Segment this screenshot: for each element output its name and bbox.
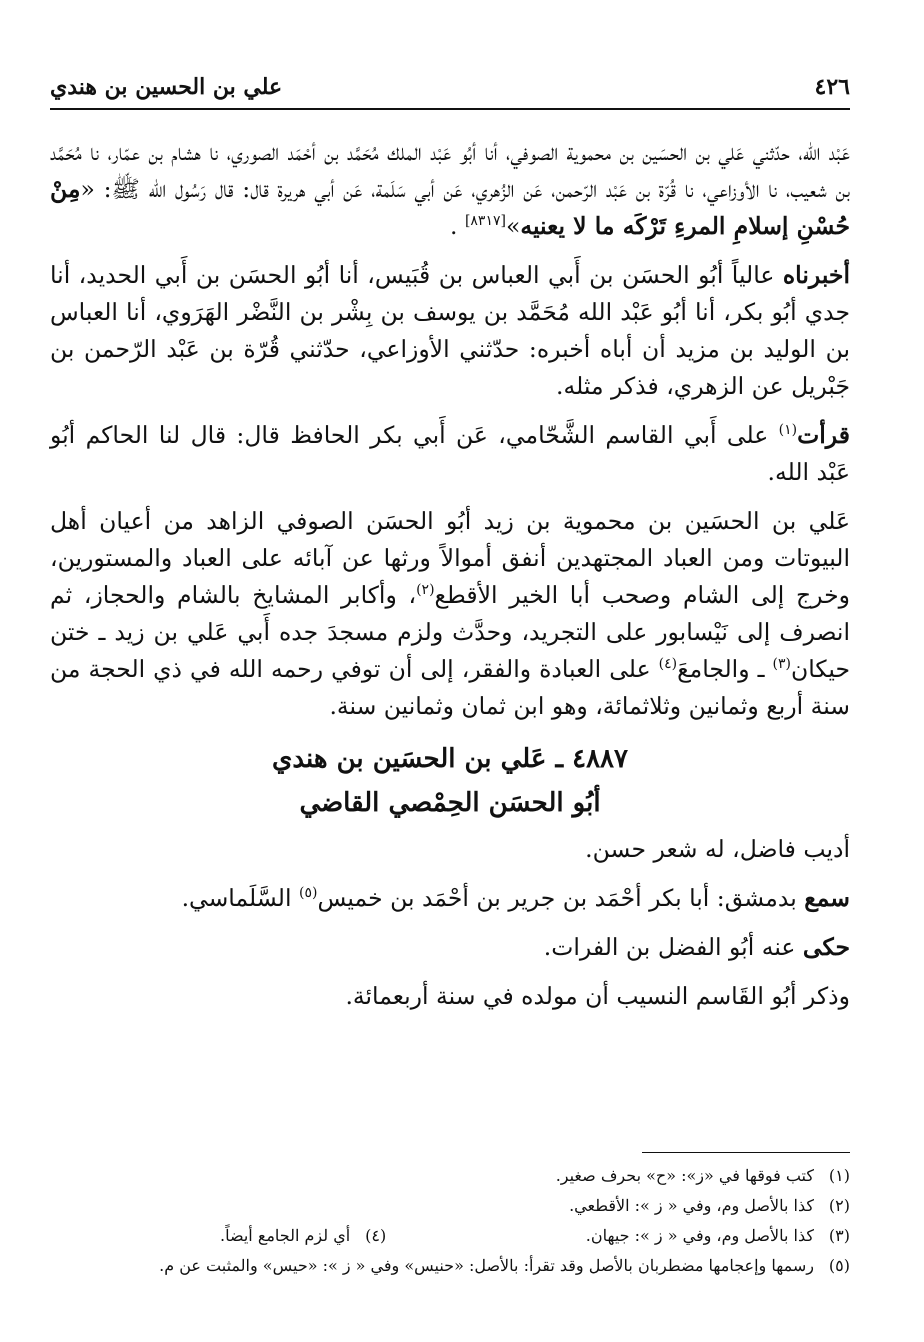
header-rule: [50, 108, 850, 110]
running-title: علي بن الحسين بن هندي: [50, 74, 283, 100]
paragraph-text: السَّلَماسي.: [181, 884, 299, 912]
bio-line: [50, 880, 850, 917]
page-header: [50, 74, 850, 102]
footnote-mark: (٢): [828, 1196, 850, 1215]
footnote-text: أي لزم الجامع أيضاً.: [220, 1226, 351, 1245]
paragraph-text: على العبادة والفقر، إلى أن توفي رحمه الله في ذي الحجة من سنة أربع وثمانين وثلاثمائة، وهو ابن ثمان وثمانين سنة.: [50, 655, 850, 720]
footnotes: [50, 1152, 850, 1281]
paragraph-text: ، وأكابر المشايخ بالشام والحجاز، ثم انصرف إلى نَيْسابور على التجريد، وحدَّث ولزم مسجدَ جده أَبي عَلي بن زيد ـ ختن حيكان: [50, 581, 850, 683]
paragraph-text: على أَبي القاسم الشَّحّامي، عَن أَبي بكر الحافظ قال: قال لنا الحاكم أبُو عَبْد الله.: [50, 421, 850, 486]
bio-line: [50, 929, 850, 966]
paragraph-akhbarana: [50, 257, 850, 405]
footnote-4: [220, 1221, 386, 1251]
footnote-text: كتب فوقها في «ز»: «ح» بحرف صغير.: [555, 1166, 814, 1185]
paragraph-hadith: عَبْد الله، حدّثني عَلي بن الحسَين بن محموية الصوفي، أنا أبُو عَبْد الملك مُحَمَّد بن أحْمَد الصوري، نا هشام بن عمّار، نا مُحَمَّد بن شعيب، نا الأوزاعي، نا قُرّة بن عَبْد الرّحمن، عَن الزُهري، عَن أبي سَلَمة، عَن أبي هريرة قال: قال رَسُول الله ﷺ: «مِنْ حُسْنِ إسلامِ المرءِ تَرْكَه ما لا يعنيه»[٨٣١٧] .: [50, 138, 850, 240]
footnote-row: [50, 1221, 850, 1251]
paragraph-lead-word: سمع: [804, 884, 850, 912]
paragraph-lead-word: قرأت: [797, 421, 850, 449]
footnote-mark: (٤): [365, 1226, 387, 1245]
footnote-rule: [642, 1152, 850, 1153]
footnote-ref: (٥): [298, 885, 318, 902]
footnote-ref: (٣): [772, 656, 791, 673]
paragraph-text: ـ والجامعَ: [677, 655, 773, 683]
bio-line: وذكر أبُو القَاسم النسيب أن مولده في سنة أربعمائة.: [345, 982, 850, 1010]
paragraph-text: عَبْد الله، حدّثني عَلي بن الحسَين بن محموية الصوفي، أنا أبُو عَبْد الملك مُحَمَّد بن أحْمَد الصوري، نا هشام بن عمّار، نا مُحَمَّد بن شعيب، نا الأوزاعي، نا قُرّة بن عَبْد الرّحمن، عَن الزُهري، عَن أبي سَلَمة، عَن أبي هريرة قال: قال رَسُول الله ﷺ: «: [50, 138, 850, 203]
entry-heading: [50, 737, 850, 825]
paragraph-qaratu: [50, 417, 850, 491]
footnote-2: [50, 1191, 850, 1221]
paragraph-text: بدمشق: أبا بكر أحْمَد بن جرير بن أحْمَد بن خميس: [317, 884, 805, 912]
footnote-mark: (٣): [828, 1226, 850, 1245]
paragraph-text: عنه أبُو الفضل بن الفرات.: [543, 933, 803, 961]
footnote-text: كذا بالأصل وم، وفي « ز »: الأقطعي.: [569, 1196, 814, 1215]
main-text: [50, 134, 850, 1027]
paragraph-biography: [50, 503, 850, 725]
paragraph-lead-word: حكى: [802, 933, 850, 961]
hadith-quote: مِنْ حُسْنِ إسلامِ المرءِ تَرْكَه ما لا يعنيه: [50, 175, 850, 240]
paragraph-text: عَلي بن الحسَين بن محموية بن زيد أبُو الحسَن الصوفي الزاهد من أعيان أهل البيوتات ومن العباد المجتهدين أنفق أموالاً ورثها عن آبائه على العباد والمستورين، وخرج إلى الشام وصحب أبا الخير الأقطع: [50, 507, 850, 609]
paragraph-lead-word: أخبرناه: [782, 261, 850, 289]
footnote-ref: (١): [778, 422, 798, 439]
footnote-5: [50, 1251, 850, 1281]
paragraph-end: .: [449, 212, 465, 240]
paragraph-text: عالياً أبُو الحسَن بن أَبي العباس بن قُبَيس، أنا أبُو الحسَن بن أَبي الحديد، أنا جدي أبُو بكر، أنا أبُو عَبْد الله مُحَمَّد بن يوسف بن بِشْر بن النَّضْر الهَرَوي، أنا العباس بن الوليد بن مزيد أن أباه أخبره: حدّثني الأوزاعي، حدّثني قُرّة بن عَبْد الرّحمن بن جَبْريل عن الزهري، فذكر مثله.: [50, 261, 850, 400]
page-number: ٤٢٦: [814, 74, 850, 100]
entry-title: ٤٨٨٧ ـ عَلي بن الحسَين بن هندي: [272, 744, 628, 774]
footnote-mark: (٥): [828, 1256, 850, 1275]
bio-line: أديب فاضل، له شعر حسن.: [585, 835, 850, 863]
entry-subtitle: أبُو الحسَن الحِمْصي القاضي: [299, 788, 601, 818]
hadith-number: [٨٣١٧]: [464, 213, 506, 230]
footnote-1: [50, 1161, 850, 1191]
footnote-text: كذا بالأصل وم، وفي « ز »: جيهان.: [585, 1226, 814, 1245]
book-page: [50, 60, 850, 1300]
footnote-ref: (٢): [416, 582, 435, 599]
footnote-text: رسمها وإعجامها مضطربان بالأصل وقد تقرأ: بالأصل: «حنيس» وفي « ز »: «حيس» والمثبت عن م.: [159, 1256, 814, 1275]
footnote-ref: (٤): [658, 656, 678, 673]
footnote-mark: (١): [828, 1166, 850, 1185]
footnote-3: [586, 1221, 850, 1251]
